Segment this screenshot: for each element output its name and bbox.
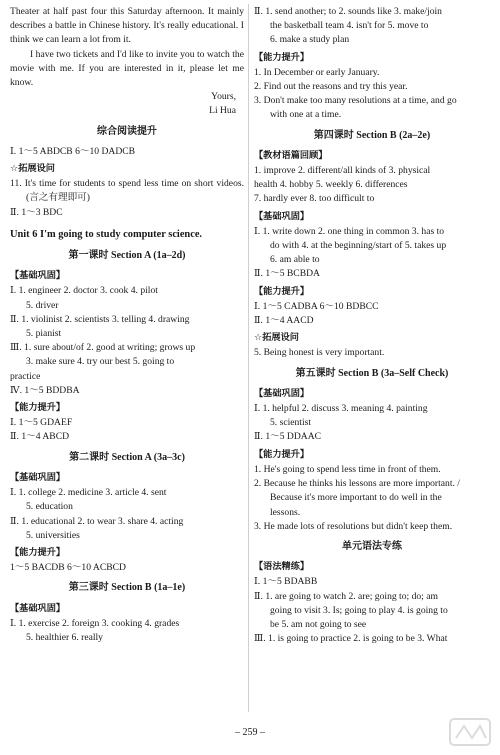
answer-line: Ⅱ. 1～4 AACD bbox=[254, 315, 314, 327]
answer-line: 5. healthier 6. really bbox=[26, 631, 103, 643]
answer-line: 1～5 BACDB 6～10 ACBCD bbox=[10, 562, 126, 574]
section-heading: 【基础巩固】 bbox=[10, 602, 66, 614]
answer-line: Ⅱ. 1. send another; to 2. sounds like 3. make/join bbox=[254, 6, 442, 17]
section-heading: 【能力提升】 bbox=[254, 285, 310, 297]
answer-line: Ⅱ. 1～3 BDC bbox=[10, 206, 63, 218]
extension-label: ☆拓展设问 bbox=[10, 163, 55, 175]
answer-line: Ⅱ. 1～4 ABCD bbox=[10, 431, 70, 443]
page-number: – 259 – bbox=[235, 727, 265, 738]
section-title-reading: 综合阅读提升 bbox=[97, 125, 157, 137]
answer-line: Ⅱ. 1. educational 2. to wear 3. share 4. acting bbox=[10, 515, 184, 527]
answer-line: be 5. am not going to see bbox=[270, 618, 367, 630]
answer-line: 5. driver bbox=[26, 299, 59, 311]
answer-line: Ⅰ. 1. college 2. medicine 3. article 4. sent bbox=[10, 487, 167, 499]
answer-line: going to visit 3. Is; going to play 4. is going to bbox=[270, 604, 448, 616]
answer-line: Ⅲ. 1. sure about/of 2. good at writing; grows up bbox=[10, 342, 196, 354]
answer-line: 1. In December or early January. bbox=[254, 66, 380, 78]
answer-line: practice bbox=[10, 370, 41, 382]
answer-line: 3. Don't make too many resolutions at a time, and go bbox=[254, 95, 457, 107]
answer-line: Because it's more important to do well in the bbox=[270, 492, 442, 504]
letter-paragraph-2: I have two tickets and I'd like to invite you to watch the movie with me. If you are interested in it, please let me know. bbox=[10, 48, 244, 89]
left-column bbox=[10, 5, 244, 645]
answer-line: Ⅰ. 1～5 CADBA 6～10 BDBCC bbox=[254, 300, 379, 312]
answer-line: Ⅲ. 1. is going to practice 2. is going to be 3. What bbox=[254, 633, 448, 645]
section-heading: 【基础巩固】 bbox=[10, 270, 66, 282]
answer-line: Ⅱ. 1～5 BCBDA bbox=[254, 268, 320, 280]
answer-line: do with 4. at the beginning/start of 5. takes up bbox=[270, 240, 447, 252]
extension-label: ☆拓展设问 bbox=[254, 332, 299, 344]
lesson-title-5: 第五课时 Section B (3a–Self Check) bbox=[295, 367, 449, 379]
answer-line: Ⅰ. 1. helpful 2. discuss 3. meaning 4. painting bbox=[254, 403, 428, 415]
answer-line: 5. Being honest is very important. bbox=[254, 347, 385, 359]
answer-line: 3. make sure 4. try our best 5. going to bbox=[26, 356, 175, 368]
section-heading: 【基础巩固】 bbox=[10, 471, 66, 483]
answer-line: 2. Find out the reasons and try this year. bbox=[254, 81, 408, 93]
answer-line: Ⅰ. 1. exercise 2. foreign 3. cooking 4. grades bbox=[10, 617, 180, 629]
answer-line: Ⅳ. 1～5 BDDBA bbox=[10, 384, 80, 396]
lesson-title-4: 第四课时 Section B (2a–2e) bbox=[313, 129, 431, 141]
answer-line: 3. He made lots of resolutions but didn't keep them. bbox=[254, 520, 453, 532]
lesson-title-1: 第一课时 Section A (1a–2d) bbox=[68, 250, 186, 262]
lesson-title-2: 第二课时 Section A (3a–3c) bbox=[69, 451, 185, 463]
answer-line: 5. education bbox=[26, 501, 73, 513]
answer-line: the basketball team 4. isn't for 5. move to bbox=[270, 20, 429, 32]
answer-line: 5. pianist bbox=[26, 328, 62, 340]
letter-paragraph-1: Theater at half past four this Saturday afternoon. It mainly describes a battle in Chinese history. It's really educational. I think we can learn a lot from it. bbox=[10, 6, 244, 46]
answer-line: lessons. bbox=[270, 506, 301, 518]
answer-line: Ⅰ. 1～5 BDABB bbox=[254, 576, 318, 588]
answer-line: 5. scientist bbox=[270, 417, 312, 429]
answer-line: health 4. hobby 5. weekly 6. differences bbox=[254, 179, 408, 191]
answer-line: 5. universities bbox=[26, 529, 80, 541]
section-heading: 【语法精练】 bbox=[254, 561, 310, 573]
answer-line: 2. Because he thinks his lessons are more important. / bbox=[254, 478, 460, 490]
section-heading: 【教材语篇回顾】 bbox=[254, 149, 328, 161]
answer-line: Ⅱ. 1. violinist 2. scientists 3. telling 4. drawing bbox=[10, 313, 190, 325]
answer-line: with one at a time. bbox=[270, 109, 342, 121]
answer-line: Ⅰ. 1～5 GDAEF bbox=[10, 417, 73, 429]
answer-line: 1. improve 2. different/all kinds of 3. physical bbox=[254, 165, 431, 177]
grammar-title: 单元语法专练 bbox=[342, 540, 402, 552]
unit-title: Unit 6 I'm going to study computer science. bbox=[10, 228, 203, 240]
letter-sign-name: Li Hua bbox=[209, 105, 236, 117]
answer-line: 6. make a study plan bbox=[270, 34, 350, 46]
answer-line: 7. hardly ever 8. too difficult to bbox=[254, 193, 375, 205]
lesson-title-3: 第三课时 Section B (1a–1e) bbox=[68, 582, 186, 594]
letter-sign-yours: Yours, bbox=[211, 91, 236, 103]
answer-line: 11. It's time for students to spend less time on short videos. (言之有理即可) bbox=[10, 178, 244, 204]
answer-line: Ⅱ. 1～5 DDAAC bbox=[254, 431, 322, 443]
answer-line: 1. He's going to spend less time in front of them. bbox=[254, 463, 441, 475]
right-column bbox=[254, 5, 490, 646]
answer-line: 6. am able to bbox=[270, 254, 320, 266]
section-heading: 【能力提升】 bbox=[10, 546, 66, 558]
section-heading: 【基础巩固】 bbox=[254, 387, 310, 399]
watermark-logo-icon bbox=[448, 716, 494, 750]
answer-line: Ⅱ. 1. are going to watch 2. are; going to; do; am bbox=[254, 590, 438, 602]
section-heading: 【能力提升】 bbox=[254, 51, 310, 63]
answer-line: Ⅰ. 1～5 ABDCB 6～10 DADCB bbox=[10, 145, 136, 157]
answer-line: Ⅰ. 1. engineer 2. doctor 3. cook 4. pilot bbox=[10, 285, 158, 297]
column-divider bbox=[248, 4, 249, 712]
section-heading: 【能力提升】 bbox=[254, 448, 310, 460]
answer-line: Ⅰ. 1. write down 2. one thing in common 3. has to bbox=[254, 225, 445, 237]
section-heading: 【基础巩固】 bbox=[254, 210, 310, 222]
section-heading: 【能力提升】 bbox=[10, 402, 66, 414]
